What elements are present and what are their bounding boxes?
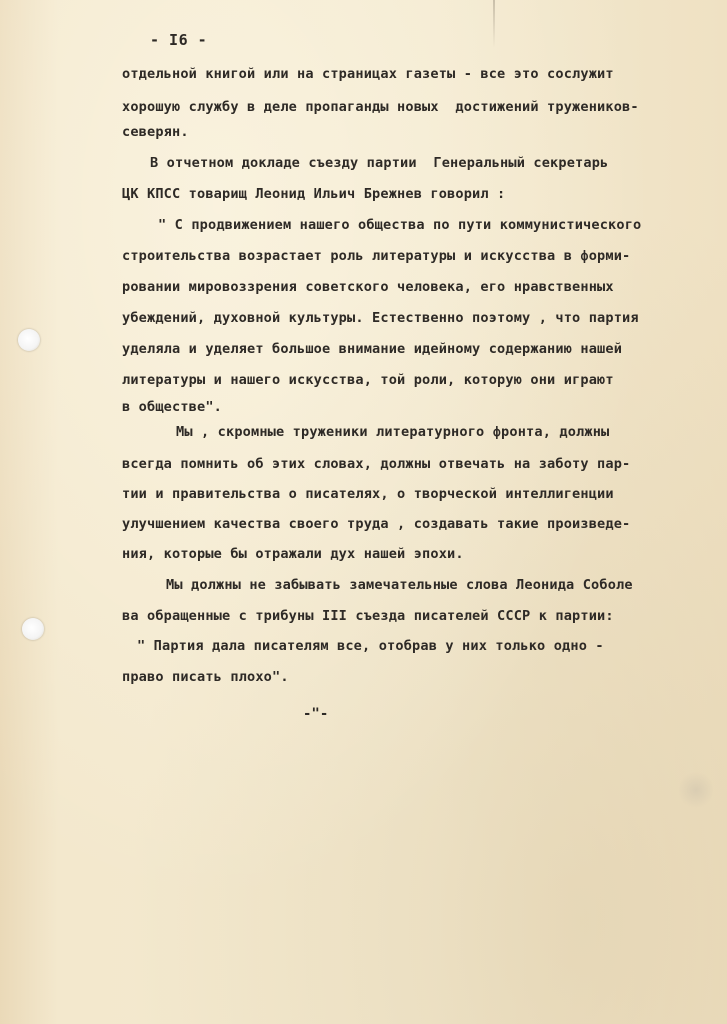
text-line: строительства возрастает роль литературы и искусства в форми-	[122, 248, 631, 264]
text-line: всегда помнить об этих словах, должны отвечать на заботу пар-	[122, 456, 631, 472]
text-line: улучшением качества своего труда , создавать такие произведе-	[122, 516, 631, 532]
fold-mark	[493, 0, 495, 48]
end-mark: -"-	[303, 706, 329, 722]
text-line: убеждений, духовной культуры. Естественно поэтому , что партия	[122, 310, 639, 326]
text-line: ЦК КПСС товарищ Леонид Ильич Брежнев говорил :	[122, 186, 506, 202]
text-line: ва обращенные с трибуны III съезда писателей СССР к партии:	[122, 608, 614, 624]
text-line: уделяла и уделяет большое внимание идейному содержанию нашей	[122, 341, 623, 357]
text-line: " Партия дала писателям все, отобрав у них только одно -	[137, 638, 604, 654]
punch-hole-bottom	[22, 618, 44, 640]
text-line: ния, которые бы отражали дух нашей эпохи.	[122, 546, 464, 562]
text-line: тии и правительства о писателях, о творческой интеллигенции	[122, 486, 614, 502]
text-line: право писать плохо".	[122, 669, 289, 685]
text-line: литературы и нашего искусства, той роли, которую они играют	[122, 372, 614, 388]
text-line: ровании мировоззрения советского человека, его нравственных	[122, 279, 614, 295]
text-line: Мы , скромные труженики литературного фронта, должны	[176, 424, 610, 440]
text-line: " С продвижением нашего общества по пути коммунистического	[158, 217, 642, 233]
paper-stain	[679, 770, 713, 810]
text-line: В отчетном докладе съезду партии Генеральный секретарь	[150, 155, 609, 171]
page-number: - I6 -	[150, 31, 208, 49]
text-line: в обществе".	[122, 399, 223, 415]
punch-hole-top	[18, 329, 40, 351]
text-line: хорошую службу в деле пропаганды новых достижений тружеников-	[122, 99, 639, 115]
text-line: Мы должны не забывать замечательные слова Леонида Соболе	[166, 577, 633, 593]
text-line: северян.	[122, 124, 189, 140]
text-line: отдельной книгой или на страницах газеты - все это сослужит	[122, 66, 614, 82]
